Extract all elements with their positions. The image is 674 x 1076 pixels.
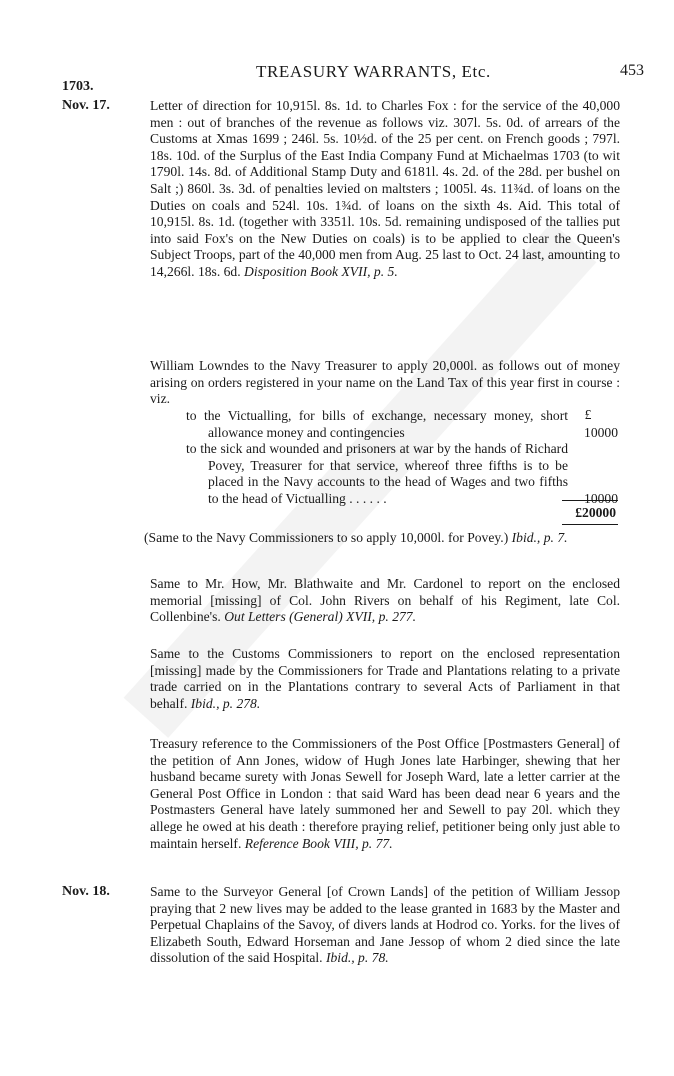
allocation-purpose: to the Victualling, for bills of exchange, necessary money, short allowance money and contingencies (186, 408, 568, 440)
sum-rule (562, 500, 618, 501)
entry-fox-letter (150, 98, 620, 281)
entry-text: William Lowndes to the Navy Treasurer to apply 20,000l. as follows out of money arising on orders registered in your name on the Land Tax of this year first in course : viz. (150, 358, 620, 407)
entry-customs-commissioners (150, 646, 620, 712)
margin-date-nov18: Nov. 18. (62, 884, 110, 899)
entry-reference: Ibid., p. 78. (325, 950, 389, 966)
entry-reference: Reference Book VIII, p. 77. (244, 835, 393, 851)
entry-reference: Ibid., p. 7. (511, 530, 568, 545)
entry-ann-jones-petition (150, 736, 620, 852)
allocation-table (186, 408, 618, 508)
entry-jessop-petition (150, 884, 620, 967)
margin-year: 1703. (62, 79, 94, 94)
total-underline (562, 524, 618, 525)
currency-symbol: £ (584, 407, 592, 422)
page-header (0, 62, 674, 94)
entry-text: (Same to the Navy Commissioners to so apply 10,000l. for Povey.) (144, 530, 509, 545)
allocation-total: £20000 (575, 505, 616, 520)
entry-reference: Ibid., p. 278. (190, 695, 261, 711)
margin-date-nov17: Nov. 17. (62, 98, 110, 113)
allocation-row (186, 441, 618, 507)
entry-text: Same to the Surveyor General [of Crown Lands] of the petition of William Jessop praying that 2 new lives may be added to the lease granted in 1683 by the Master and Perpetual Chaplains of the Savoy, of divers lands at Hodrod co. Yorks. for the lives of Elizabeth South, Edward Horseman and Jane Jessop of whom 2 died since the late dissolution of the said Hospital. (150, 884, 620, 966)
entry-text: Same to Mr. How, Mr. Blathwaite and Mr. Cardonel to report on the enclosed memorial [missing] of Col. John Rivers on behalf of his Regiment, late Col. Collenbine's. (150, 576, 620, 625)
entry-reference: Out Letters (General) XVII, p. 277. (224, 609, 416, 625)
running-title: TREASURY WARRANTS, Etc. (256, 62, 491, 81)
allocation-amount: 10000 (584, 424, 618, 440)
allocation-amount: 10000 (584, 490, 618, 506)
entry-text: Treasury reference to the Commissioners of the Post Office [Postmasters General] of the petition of Ann Jones, widow of Hugh Jones late Harbinger, shewing that her husband became surety with Jonas Sewell for Joseph Ward, late a letter carrier at the General Post Office in London : that said Ward has been dead near 6 years and the Postmasters General have lately summoned her and Sewell to pay 20l. which they allege he owed at his death : therefore praying relief, petitioner being only just able to maintain herself. (150, 736, 620, 851)
entry-navy-treasurer (150, 358, 620, 408)
allocation-row (186, 408, 618, 441)
page-number: 453 (620, 62, 644, 79)
entry-navy-commissioners (144, 530, 620, 547)
entry-text: Same to the Customs Commissioners to report on the enclosed representation [missing] made by the Commissioners for Trade and Plantations relating to a private trade carried on in the Plantations contrary to several Acts of Parliament in that behalf. (150, 646, 620, 711)
allocation-purpose: to the sick and wounded and prisoners at war by the hands of Richard Povey, Treasurer for that service, whereof three fifths is to be placed in the Navy accounts to the head of Wages and two fifths to the head of Victualling . . . . . . (186, 441, 568, 506)
entry-text: Letter of direction for 10,915l. 8s. 1d. to Charles Fox : for the service of the 40,000 men : out of branches of the revenue as follows viz. 307l. 5s. 0d. of arrears of the Customs at Xmas 1699 ; 246l. 5s. 10½d. of the 25 per cent. on French goods ; 797l. 18s. 10d. of the Surplus of the East India Company Fund at Michaelmas 1703 (to wit 1790l. 14s. 8d. of Additional Stamp Duty and 6181l. 4s. 2d. of the 28d. per bushel on Salt ;) 860l. 3s. 3d. of penalties levied on maltsters ; 1005l. 4s. 11¾d. of loans on the Duties on coals and 524l. 10s. 1¾d. of loans on the sixth 4s. Aid. This total of 10,915l. 8s. 1d. (together with 3351l. 10s. 5d. remaining undisposed of the tallies put into said Fox's on the New Duties on coals) is to be applied to clear the Queen's Subject Troops, part of the 40,000 men from Aug. 25 last to Oct. 24 last, amounting to 14,266l. 18s. 6d. (150, 98, 620, 279)
entry-rivers-memorial (150, 576, 620, 626)
entry-reference: Disposition Book XVII, p. 5. (244, 263, 398, 279)
